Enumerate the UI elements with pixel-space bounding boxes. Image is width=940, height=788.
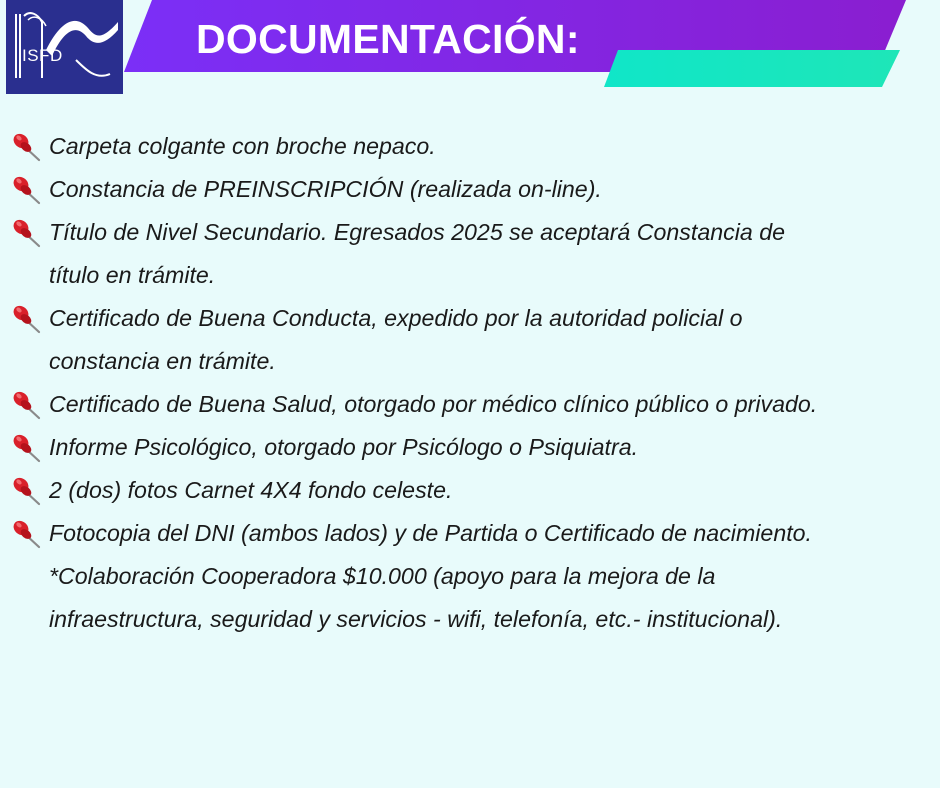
list-item-text: Certificado de Buena Conducta, expedido por la autoridad policial o [49,305,743,331]
list-item [0,469,940,512]
list-item-text: constancia en trámite. [49,348,276,374]
list-item-text: Informe Psicológico, otorgado por Psicólogo o Psiquiatra. [49,434,639,460]
isfd-logo [6,0,123,94]
list-item [0,168,940,211]
pushpin-icon [12,390,42,420]
list-item [0,426,940,469]
list-item [0,383,940,426]
page-title: DOCUMENTACIÓN: [196,16,580,62]
pushpin-icon [12,175,42,205]
logo-text: ISFD [22,46,63,65]
list-item-text: Certificado de Buena Salud, otorgado por médico clínico público o privado. [49,391,818,417]
list-item-text: Fotocopia del DNI (ambos lados) y de Partida o Certificado de nacimiento. [49,520,812,546]
list-item [0,211,940,297]
pushpin-icon [12,476,42,506]
banner-teal-accent [604,50,900,87]
list-item [0,555,940,641]
list-item [0,125,940,168]
list-item [0,297,940,383]
list-item-text: *Colaboración Cooperadora $10.000 (apoyo para la mejora de la [49,563,716,589]
requirements-list [0,125,940,641]
pushpin-icon [12,218,42,248]
list-item-text: 2 (dos) fotos Carnet 4X4 fondo celeste. [49,477,453,503]
pushpin-icon [12,132,42,162]
pushpin-icon [12,304,42,334]
pushpin-icon [12,433,42,463]
list-item-text: Carpeta colgante con broche nepaco. [49,133,436,159]
list-item-text: Título de Nivel Secundario. Egresados 2025 se aceptará Constancia de [49,219,786,245]
list-item-text: título en trámite. [49,262,216,288]
list-item-text: Constancia de PREINSCRIPCIÓN (realizada on-line). [49,176,602,202]
list-item-text: infraestructura, seguridad y servicios - wifi, telefonía, etc.- institucional). [49,606,783,632]
pushpin-icon [12,519,42,549]
list-item [0,512,940,555]
